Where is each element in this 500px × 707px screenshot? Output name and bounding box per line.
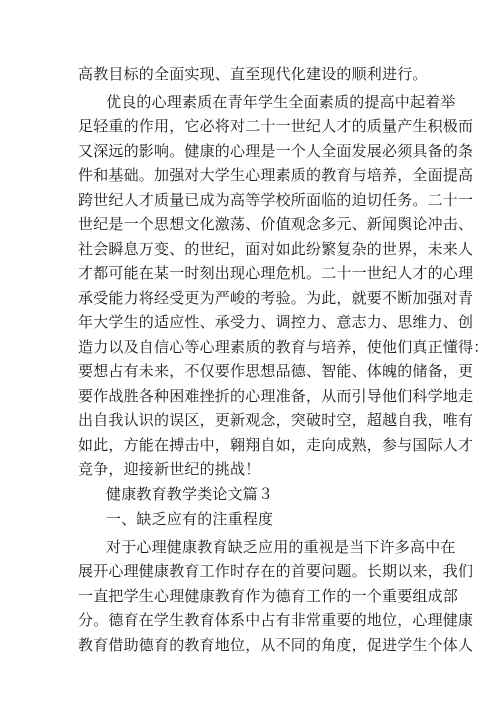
text-line: 世纪是一个思想文化激荡、价值观念多元、新闻舆论冲击、 (78, 215, 474, 233)
text-line: 出自我认识的误区，更新观念，突破时空，超越自我，唯有 (78, 411, 474, 429)
text-line: 造力以及自信心等心理素质的教育与培养，使他们真正懂得： (78, 338, 489, 356)
text-line: 跨世纪人才质量已成为高等学校所面临的迫切任务。二十一 (78, 191, 474, 209)
text-line: 高教目标的全面实现、直至现代化建设的顺利进行。 (78, 65, 428, 83)
text-line: 分。德育在学生教育体系中占有非常重要的地位，心理健康 (78, 611, 474, 629)
text-line: 承受能力将经受更为严峻的考验。为此，就要不断加强对青 (78, 289, 474, 307)
text-line: 如此，方能在搏击中，翱翔自如，走向成熟，参与国际人才 (78, 436, 474, 454)
text-line: 展开心理健康教育工作时存在的首要问题。长期以来，我们 (78, 562, 474, 580)
text-line: 年大学生的适应性、承受力、调控力、意志力、思维力、创 (78, 313, 474, 331)
text-line: 社会瞬息万变、的世纪，面对如此纷繁复杂的世界，未来人 (78, 240, 474, 258)
text-line: 一直把学生心理健康教育作为德育工作的一个重要组成部 (78, 587, 459, 605)
text-line: 件和基础。加强对大学生心理素质的教育与培养，全面提高 (78, 166, 474, 184)
paragraph-last-line: 竞争，迎接新世纪的挑战！ (78, 460, 261, 478)
paragraph-first-line: 优良的心理素质在青年学生全面素质的提高中起着举 (106, 93, 456, 111)
article-heading: 健康教育教学类论文篇３ (106, 485, 274, 503)
text-line: 又深远的影响。健康的心理是一个人全面发展必须具备的条 (78, 142, 474, 160)
paragraph-first-line: 对于心理健康教育缺乏应用的重视是当下许多高中在 (106, 538, 456, 556)
text-line: 才都可能在某一时刻出现心理危机。二十一世纪人才的心理 (78, 264, 474, 282)
text-line: 要作战胜各种困难挫折的心理准备，从而引导他们科学地走 (78, 387, 474, 405)
text-line: 教育借助德育的教育地位，从不同的角度，促进学生个体人 (78, 636, 474, 654)
text-line: 要想占有未来，不仅要作思想品德、智能、体魄的储备，更 (78, 362, 474, 380)
text-line: 足轻重的作用，它必将对二十一世纪人才的质量产生积极而 (78, 117, 474, 135)
section-heading: 一、缺乏应有的注重程度 (106, 510, 274, 528)
